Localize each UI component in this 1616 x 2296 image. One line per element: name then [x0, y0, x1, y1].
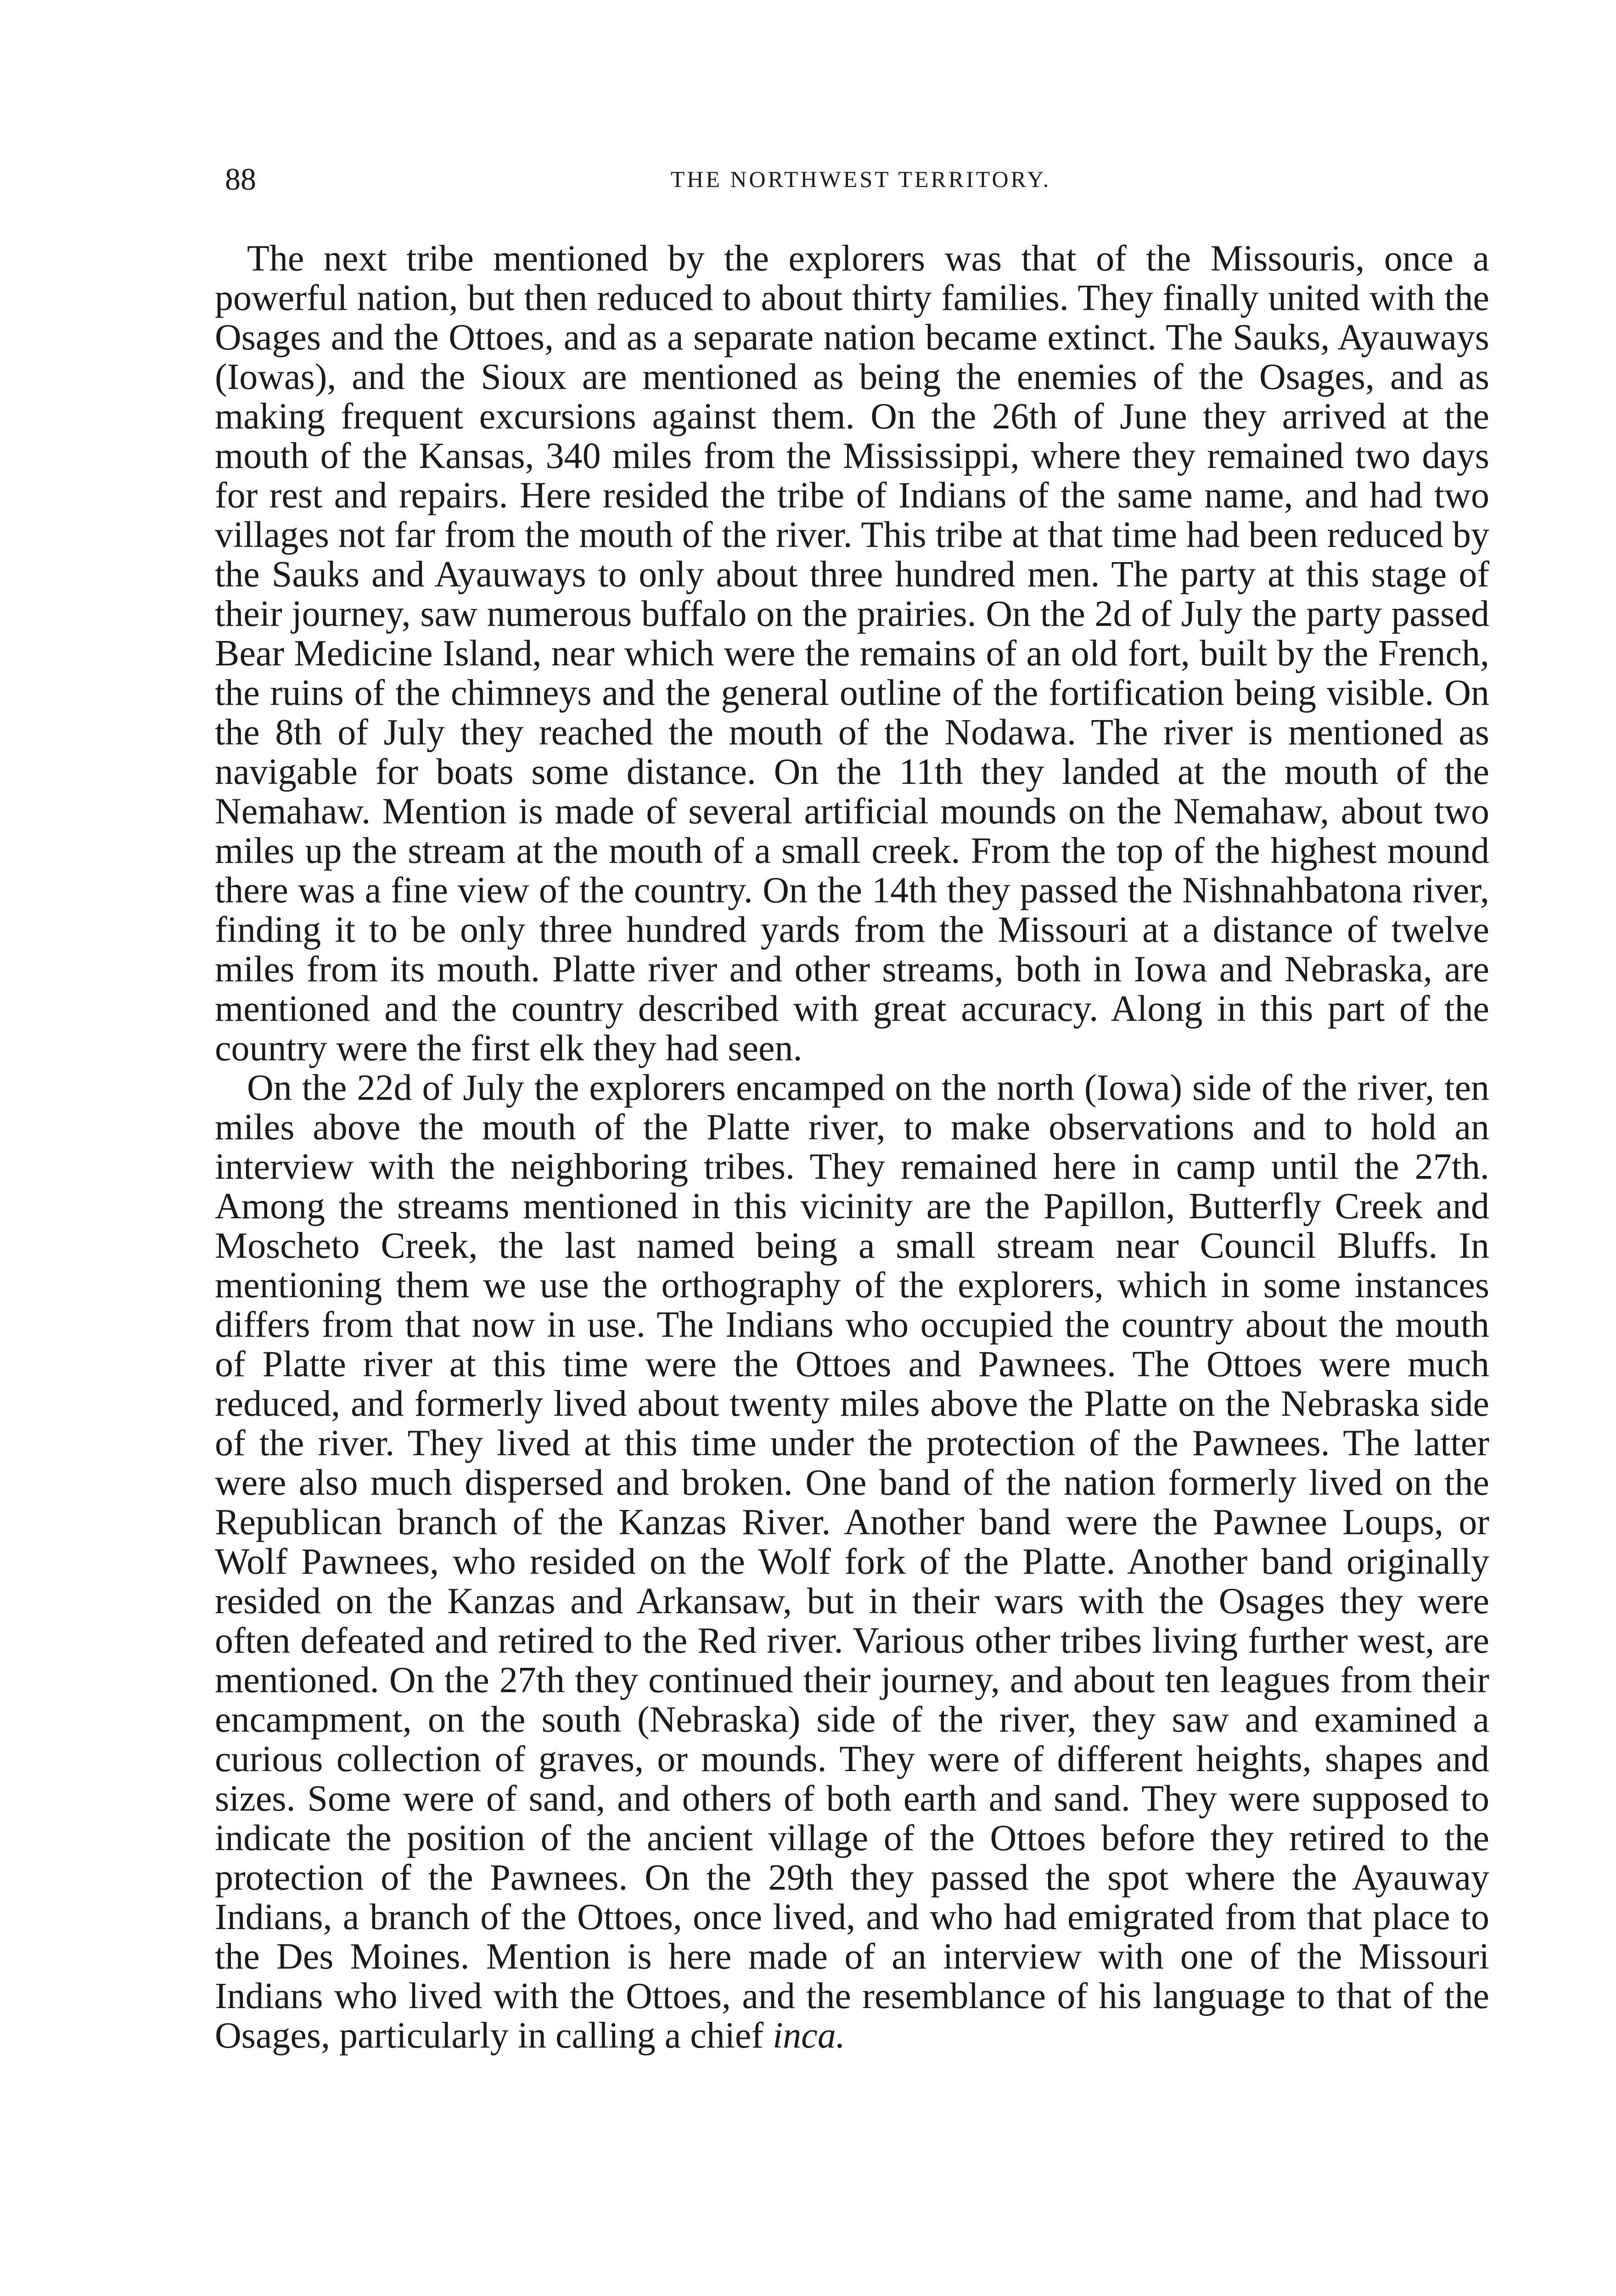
italic-word-inca: inca.: [773, 2015, 845, 2056]
running-title: THE NORTHWEST TERRITORY.: [670, 166, 1051, 192]
page-header: [225, 156, 1497, 202]
page-number: 88: [225, 162, 256, 197]
paragraph-missouris: The next tribe mentioned by the explorers was that of the Missouris, once a powerful nation, but then reduced to about thirty families. They finally united with the Osages and the Ottoes, and as a separate nation became extinct. The Sauks, Ayauways (Iowas), and the Sioux are mentioned as being the enemies of the Osages, and as making frequent excursions against them. On the 26th of June they arrived at the mouth of the Kansas, 340 miles from the Mississippi, where they remained two days for rest and repairs. Here resided the tribe of Indians of the same name, and had two villages not far from the mouth of the river. This tribe at that time had been reduced by the Sauks and Ayauways to only about three hundred men. The party at this stage of their journey, saw numerous buffalo on the prairies. On the 2d of July the party passed Bear Medicine Island, near which were the remains of an old fort, built by the French, the ruins of the chimneys and the general outline of the fortification being visible. On the 8th of July they reached the mouth of the Nodawa. The river is mentioned as navigable for boats some distance. On the 11th they landed at the mouth of the Nemahaw. Mention is made of several artificial mounds on the Nemahaw, about two miles up the stream at the mouth of a small creek. From the top of the highest mound there was a fine view of the country. On the 14th they passed the Nishnahbatona river, finding it to be only three hundred yards from the Missouri at a distance of twelve miles from its mouth. Platte river and other streams, both in Iowa and Nebraska, are mentioned and the country described with great accuracy. Along in this part of the country were the first elk they had seen.: [215, 238, 1489, 1069]
body-text: [215, 239, 1489, 2055]
paragraph-platte-river-text: On the 22d of July the explorers encamped on the north (Iowa) side of the river, ten miles above the mouth of the Platte river, to make observations and to hold an interview with the neighboring tribes. They remained here in camp until the 27th. Among the streams mentioned in this vicinity are the Papillon, Butterfly Creek and Moscheto Creek, the last named being a small stream near Council Bluffs. In mentioning them we use the orthography of the explorers, which in some instances differs from that now in use. The Indians who occupied the country about the mouth of Platte river at this time were the Ottoes and Pawnees. The Ottoes were much reduced, and formerly lived about twenty miles above the Platte on the Nebraska side of the river. They lived at this time under the protection of the Pawnees. The latter were also much dispersed and broken. One band of the nation formerly lived on the Republican branch of the Kanzas River. Another band were the Pawnee Loups, or Wolf Pawnees, who resided on the Wolf fork of the Platte. Another band originally resided on the Kanzas and Arkansaw, but in their wars with the Osages they were often defeated and retired to the Red river. Various other tribes living further west, are mentioned. On the 27th they continued their journey, and about ten leagues from their encampment, on the south (Nebraska) side of the river, they saw and examined a curious collection of graves, or mounds. They were of different heights, shapes and sizes. Some were of sand, and others of both earth and sand. They were supposed to indicate the position of the ancient village of the Ottoes before they retired to the protection of the Pawnees. On the 29th they passed the spot where the Ayauway Indians, a branch of the Ottoes, once lived, and who had emigrated from that place to the Des Moines. Mention is here made of an interview with one of the Missouri Indians who lived with the Ottoes, and the resemblance of his language to that of the Osages, particularly in calling a chief: [215, 1068, 1489, 2056]
paragraph-platte-river: [215, 1068, 1489, 2055]
